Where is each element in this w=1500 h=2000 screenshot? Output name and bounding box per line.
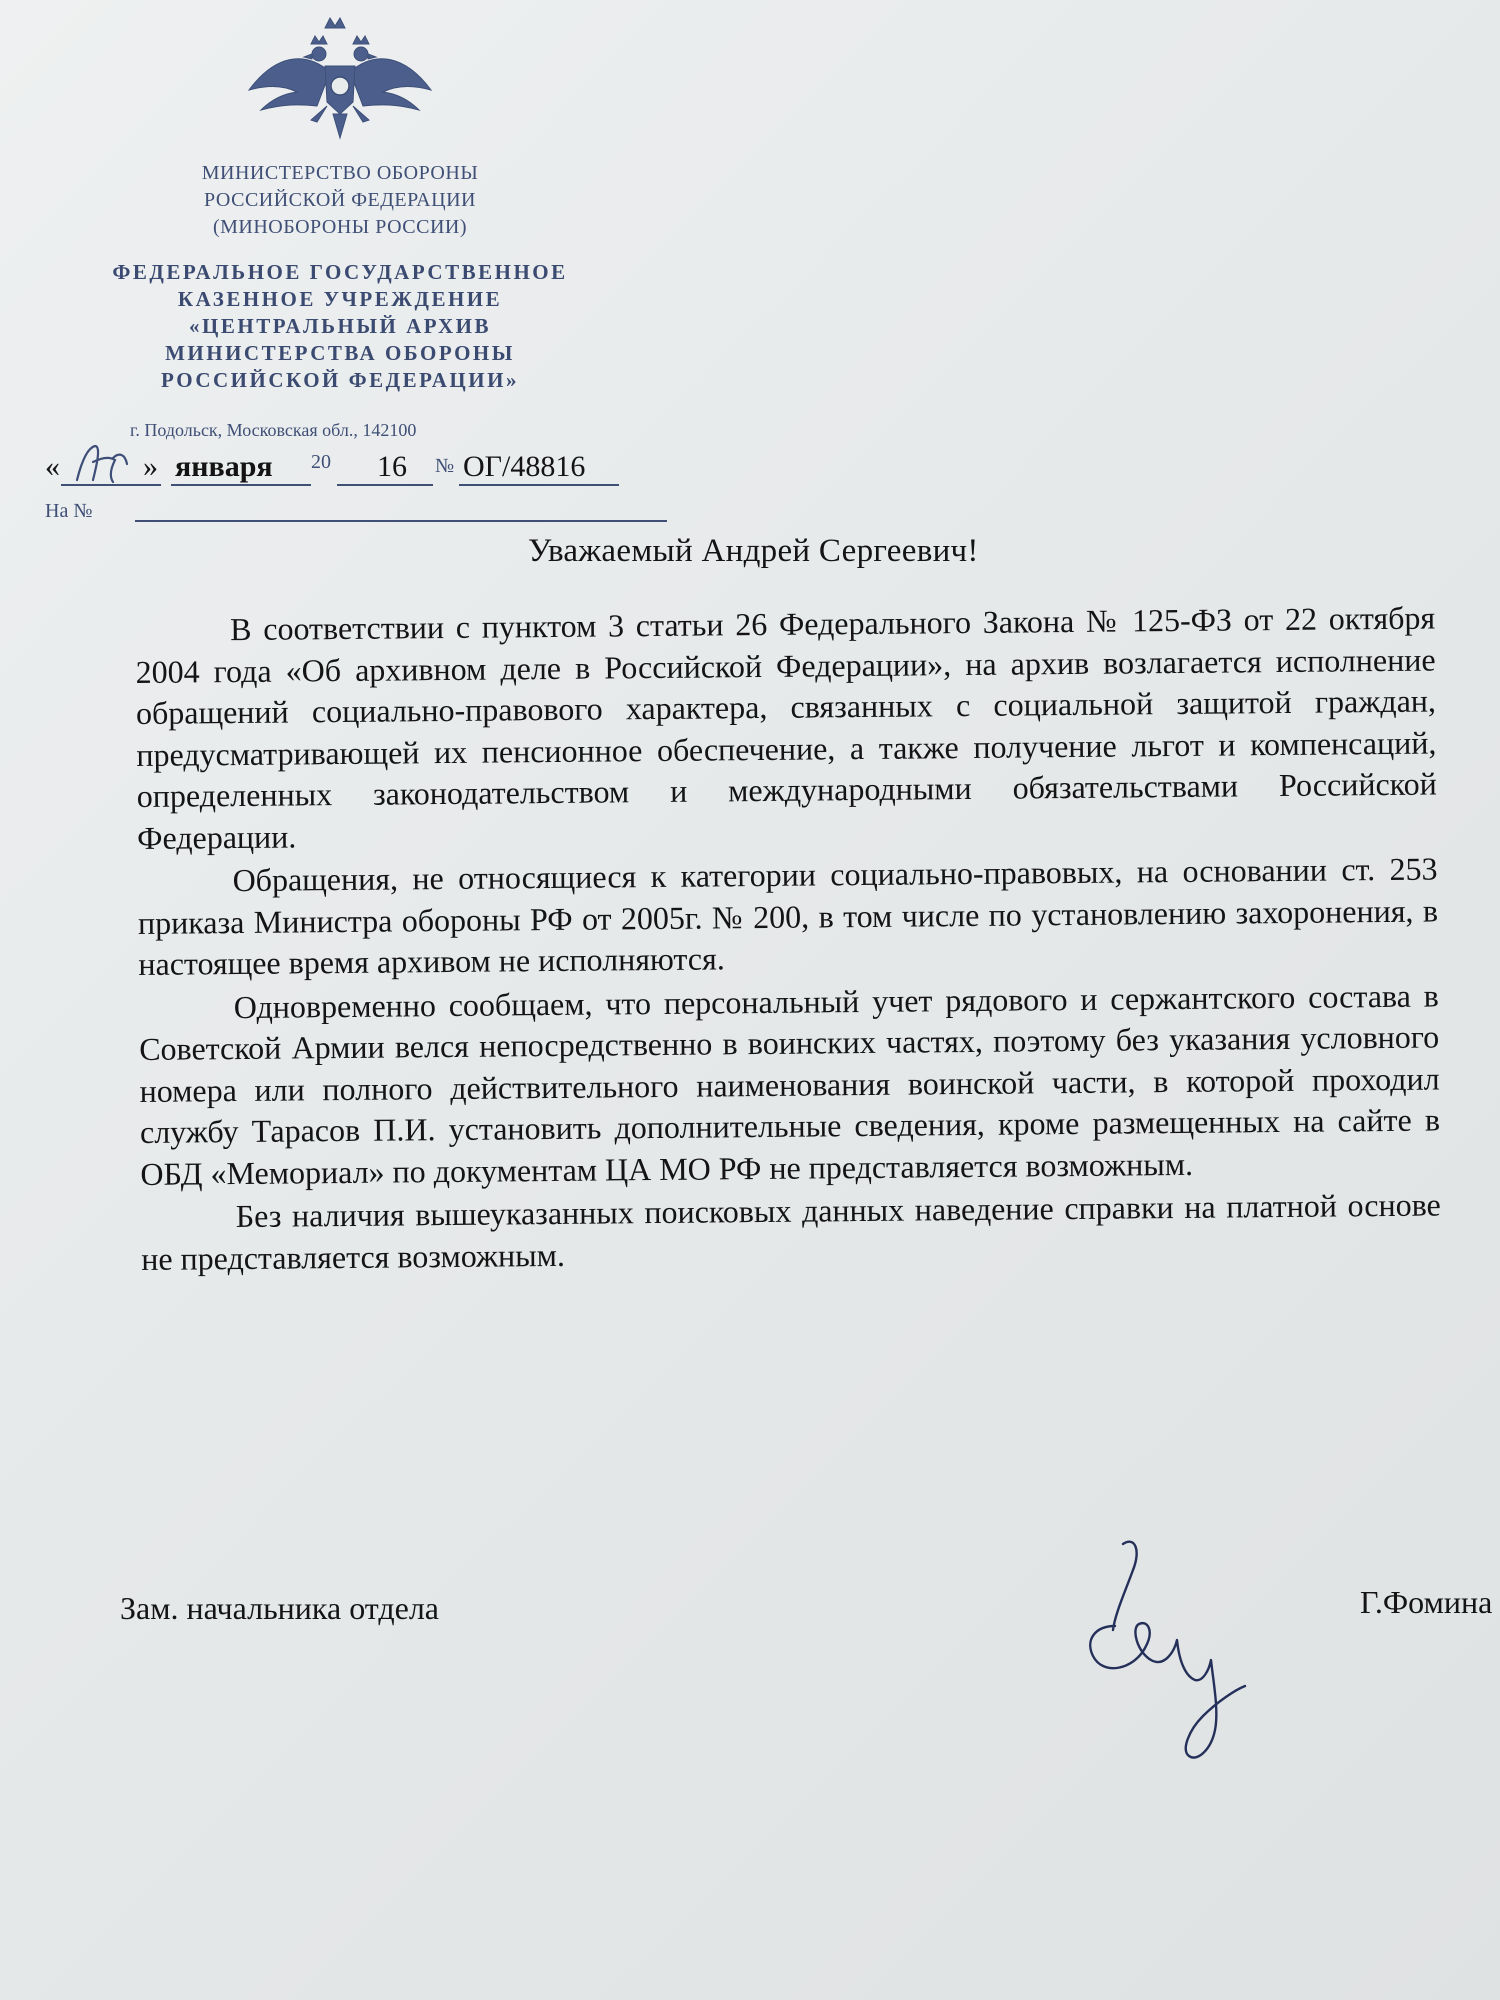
date-year-prefix: 20	[311, 451, 331, 473]
handwritten-signature-icon	[1085, 1530, 1255, 1780]
date-year-suffix: 16	[377, 450, 407, 483]
date-year-underline	[337, 484, 433, 486]
reply-reference	[45, 500, 645, 523]
number-underline	[459, 484, 619, 486]
date-close-quote: »	[143, 450, 158, 483]
institution-line: ФЕДЕРАЛЬНОЕ ГОСУДАРСТВЕННОЕ	[112, 260, 568, 284]
institution-line: КАЗЕННОЕ УЧРЕЖДЕНИЕ	[177, 287, 503, 311]
double-headed-eagle-icon	[245, 10, 435, 150]
date-day-underline	[61, 484, 161, 486]
body-paragraph: Одновременно сообщаем, что персональный учет рядового и сержантского состава в Советской Армии велся непосредственно в воинских частях, поэтому без указания условного номера или полного действительного наименования воинской части, в которой проходил службу Тарасов П.И. установить дополнительные сведения, кроме размещенных на сайте в ОБД «Мемориал» по документам ЦА МО РФ не представляется возможным.	[139, 977, 1441, 1192]
institution-line: «ЦЕНТРАЛЬНЫЙ АРХИВ	[189, 314, 491, 338]
ministry-name	[70, 160, 610, 241]
document-dateline	[45, 446, 645, 490]
date-open-quote: «	[45, 450, 60, 483]
signatory-name: Г.Фомина	[1360, 1584, 1493, 1620]
body-paragraph: В соответствии с пунктом 3 статьи 26 Федерального Закона № 125-ФЗ от 22 октября 2004 года «Об архивном деле в Российской Федерации», на архив возлагается исполнение обращений социально-правового характера, связанных с социальной защитой граждан, предусматривающей их пенсионное обеспечение, а также получение льгот и компенсаций, определенных законодательством и международными обязательствами Российской Федерации.	[135, 599, 1437, 856]
institution-address: г. Подольск, Московская обл., 142100	[130, 420, 417, 440]
letterhead	[70, 10, 610, 394]
greeting: Уважаемый Андрей Сергеевич!	[528, 533, 979, 569]
handwritten-day-icon	[67, 440, 137, 490]
letter-body	[135, 598, 1441, 1282]
institution-name	[70, 259, 610, 394]
signatory-position: Зам. начальника отдела	[120, 1590, 439, 1626]
institution-line: МИНИСТЕРСТВА ОБОРОНЫ	[165, 341, 515, 365]
document-number: ОГ/48816	[463, 450, 586, 483]
number-sign: №	[435, 455, 455, 477]
ministry-line: МИНИСТЕРСТВО ОБОРОНЫ	[201, 162, 479, 184]
date-month-underline	[171, 484, 311, 486]
body-paragraph: Без наличия вышеуказанных поисковых данных наведение справки на платной основе не представляется возможным.	[141, 1186, 1441, 1277]
reply-label: На №	[45, 500, 93, 522]
body-paragraph: Обращения, не относящиеся к категории социально-правовых, на основании ст. 253 приказа Министра обороны РФ от 2005г. № 200, в том числе по установлению захоронения, в настоящее время архивом не исполняются.	[137, 850, 1439, 982]
ministry-line: (МИНОБОРОНЫ РОССИИ)	[212, 216, 468, 238]
ministry-line: РОССИЙСКОЙ ФЕДЕРАЦИИ	[204, 189, 476, 211]
institution-line: РОССИЙСКОЙ ФЕДЕРАЦИИ»	[161, 368, 519, 392]
reply-underline	[135, 520, 667, 522]
date-month: января	[175, 450, 273, 483]
